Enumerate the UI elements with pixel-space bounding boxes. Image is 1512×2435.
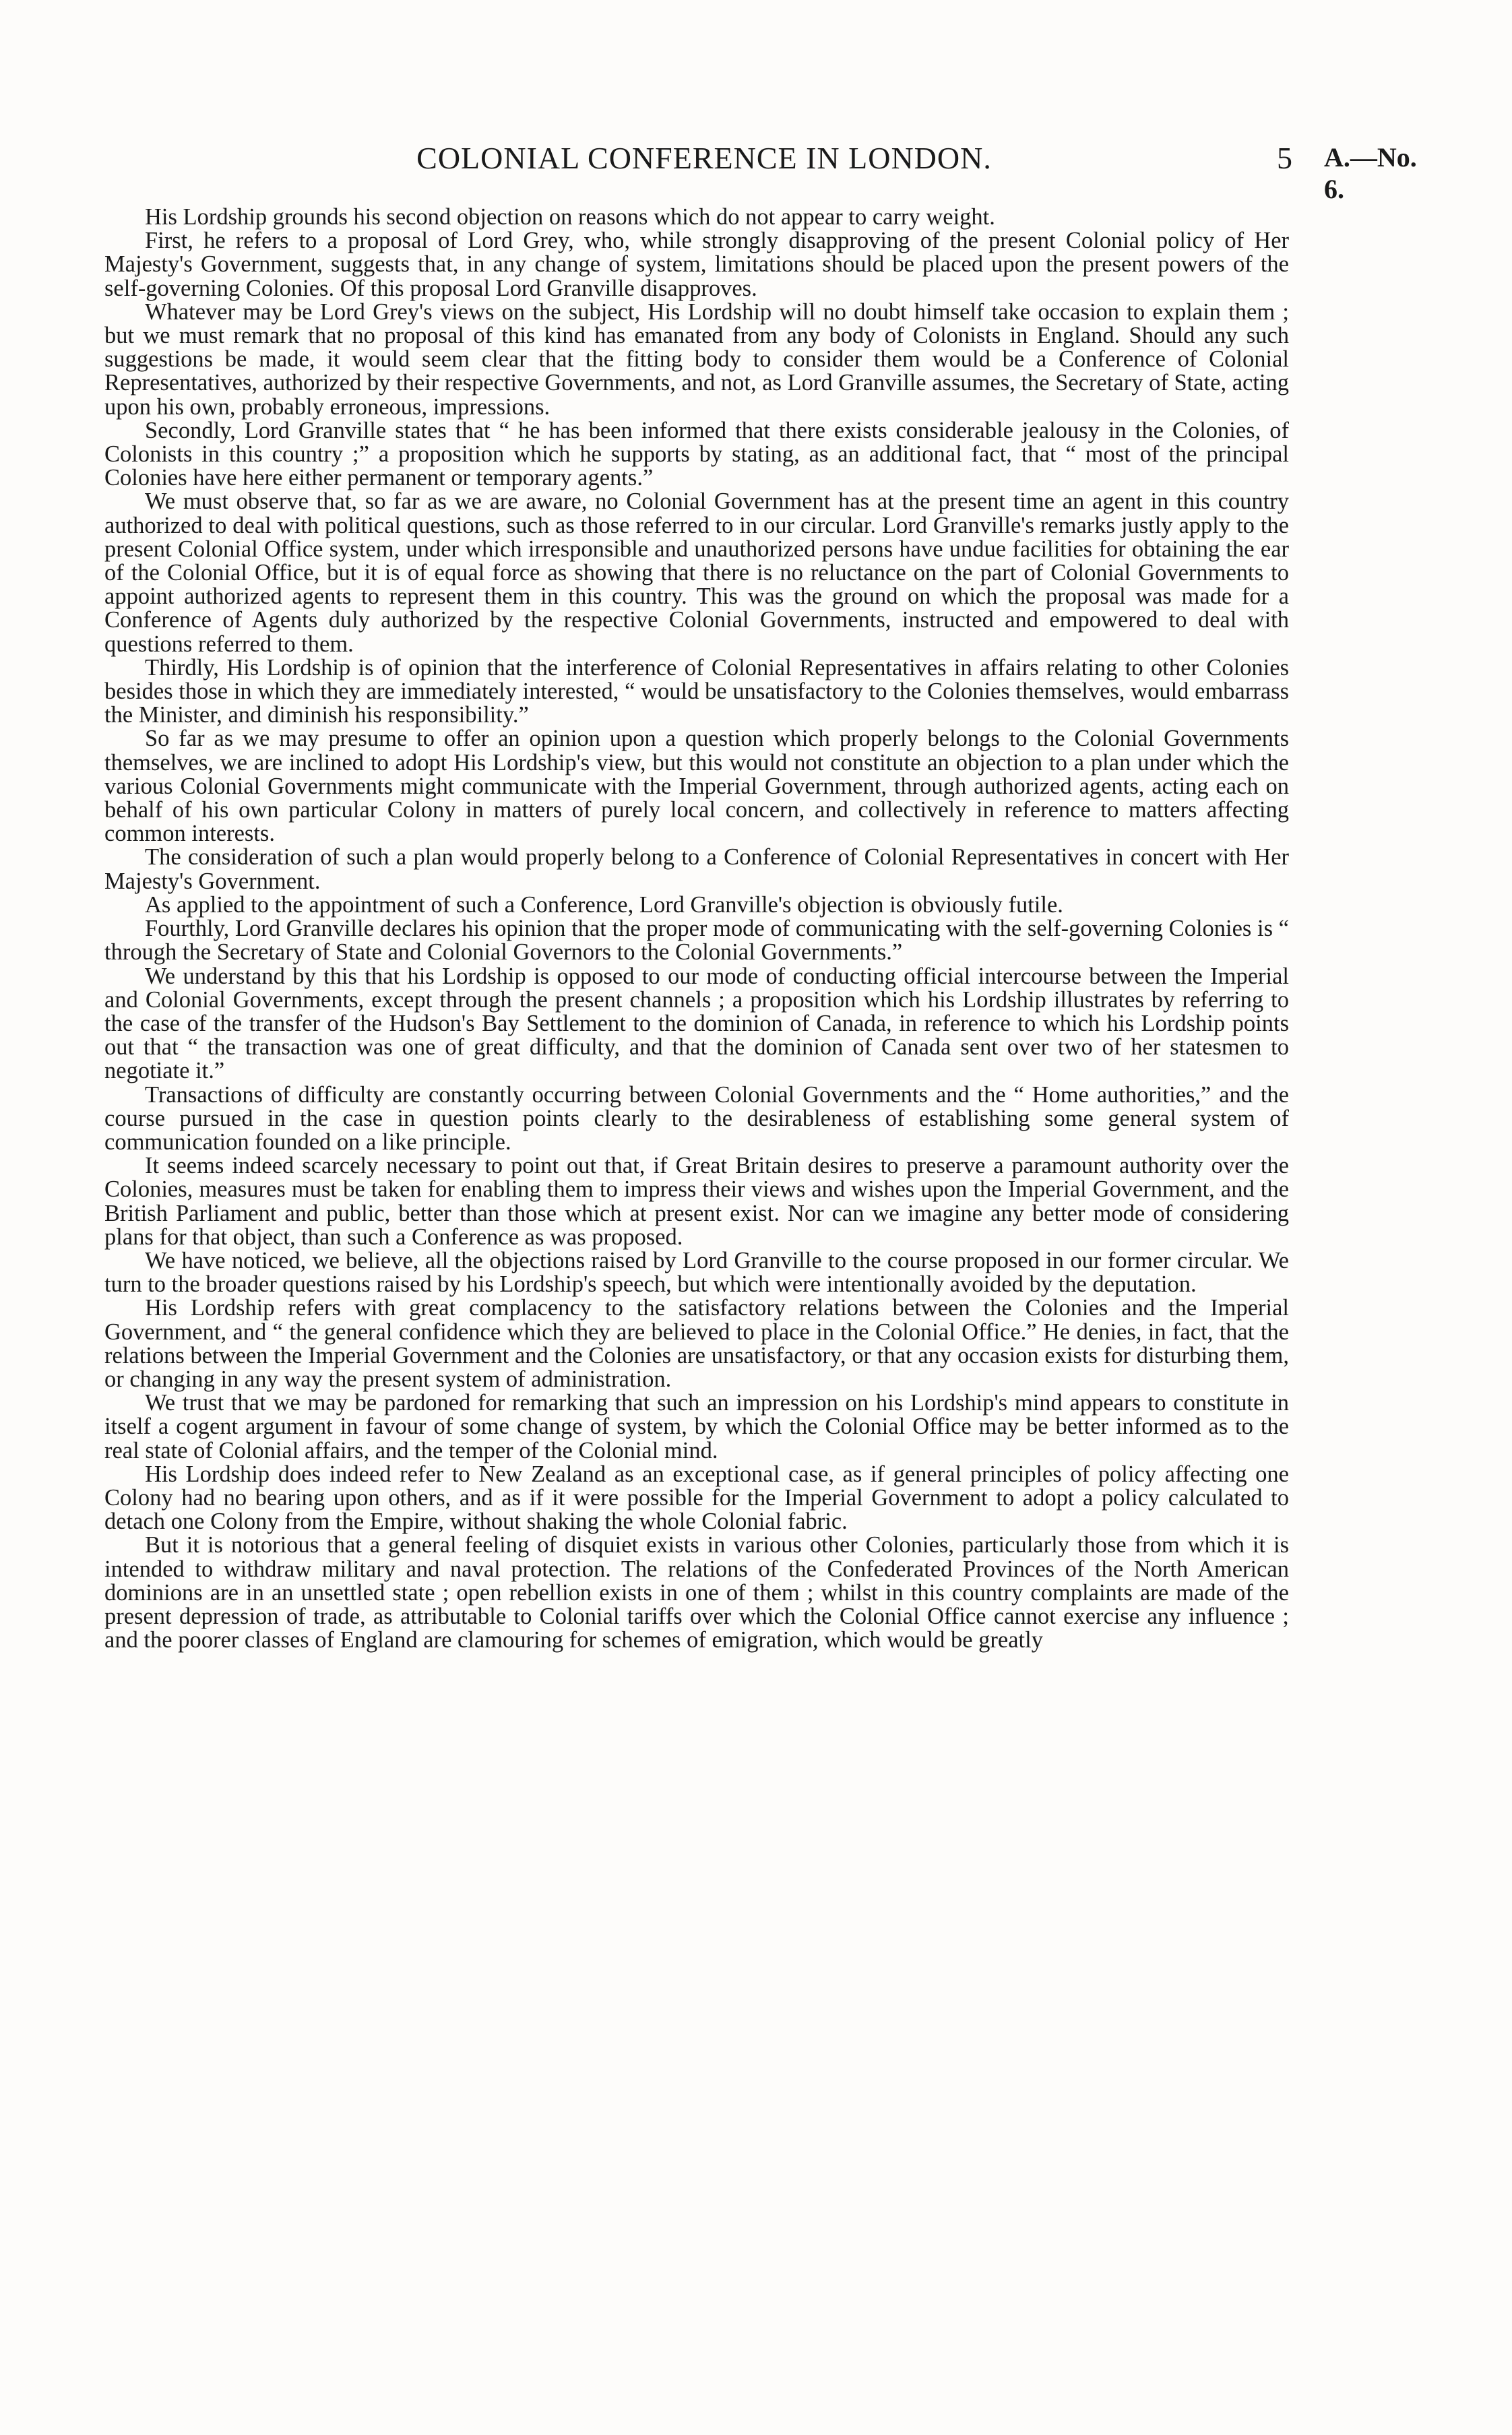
paragraph: His Lordship grounds his second objection on reasons which do not appear to carry weight. — [145, 205, 995, 230]
paragraph: Secondly, Lord Granville states that “ he has been informed that there exists considerable jealousy in the Colonies, of Colonists in this country ;” a proposition which he supports by stating, as an additional fact, that “ most of the principal Colonies have here either permanent or temporary agents.” — [104, 417, 1289, 491]
paragraph: As applied to the appointment of such a Conference, Lord Granville's objection is obviously futile. — [145, 891, 1063, 918]
paragraph: It seems indeed scarcely necessary to point out that, if Great Britain desires to preserve a paramount authority over the Colonies, measures must be taken for enabling them to impress their views and wishes upon the Imperial Government, and the British Parliament and public, better than those which at present exist. Nor can we imagine any better mode of considering plans for that object, than such a Conference as was proposed. — [104, 1153, 1289, 1250]
page-header — [104, 140, 1418, 204]
paragraph: The consideration of such a plan would properly belong to a Conference of Colonial Representatives in concert with Her Majesty's Government. — [104, 844, 1289, 894]
paragraph: Fourthly, Lord Granville declares his opinion that the proper mode of communicating with the self-governing Colonies is “ through the Secretary of State and Colonial Governors to the Colonial Governments.” — [104, 916, 1289, 966]
paragraph: Whatever may be Lord Grey's views on the subject, His Lordship will no doubt himself take occasion to explain them ; but we must remark that no proposal of this kind has emanated from any body of Colonists in England. Should any such suggestions be made, it would seem clear that the fitting body to consider them would be a Conference of Colonial Representatives, authorized by their respective Governments, and not, as Lord Granville assumes, the Secretary of State, acting upon his own, probably erroneous, impressions. — [104, 298, 1289, 420]
paragraph: His Lordship does indeed refer to New Zealand as an exceptional case, as if general principles of policy affecting one Colony had no bearing upon others, and as if it were possible for the Imperial Government to adopt a policy calculated to detach one Colony from the Empire, without shaking the whole Colonial fabric. — [104, 1461, 1289, 1535]
paragraph: So far as we may presume to offer an opinion upon a question which properly belongs to the Colonial Governments themselves, we are inclined to adopt His Lordship's view, but this would not constitute an objection to a plan under which the various Colonial Governments might communicate with the Imperial Government, through authorized agents, acting each on behalf of his own particular Colony in matters of purely local concern, and collectively in reference to matters affecting common interests. — [104, 726, 1289, 847]
paragraph: Thirdly, His Lordship is of opinion that the interference of Colonial Representatives in affairs relating to other Colonies besides those in which they are immediately interested, “ would be unsatisfactory to the Colonies themselves, would embarrass the Minister, and diminish his responsibility.” — [104, 654, 1289, 728]
paragraph: We trust that we may be pardoned for remarking that such an impression on his Lordship's mind appears to constitute in itself a cogent argument in favour of some change of system, by which the Colonial Office may be better informed as to the real state of Colonial affairs, and the temper of the Colonial mind. — [104, 1390, 1289, 1463]
paragraph: But it is notorious that a general feeling of disquiet exists in various other Colonies, particularly those from which it is intended to withdraw military and naval protection. The relations of the Confederated Provinces of the North American dominions are in an unsettled state ; open rebellion exists in one of them ; whilst in this country complaints are made of the present depression of trade, as attributable to Colonial tariffs over which the Colonial Office cannot exercise any influence ; and the poorer classes of England are clamouring for schemes of emigration, which would be greatly — [104, 1532, 1289, 1653]
paragraph: We understand by this that his Lordship is opposed to our mode of conducting official intercourse between the Imperial and Colonial Governments, except through the present channels ; a proposition which his Lordship illustrates by referring to the case of the transfer of the Hudson's Bay Settlement to the dominion of Canada, in reference to which his Lordship points out that “ the transaction was one of great difficulty, and that the dominion of Canada sent over two of her statesmen to negotiate it.” — [104, 963, 1289, 1084]
body-text — [104, 205, 1289, 2348]
paragraph: Transactions of difficulty are constantly occurring between Colonial Governments and the “ Home authorities,” and the course pursued in the case in question points clearly to the desirableness of establishing some general system of communication founded on a like principle. — [104, 1081, 1289, 1155]
paragraph: His Lordship refers with great complacency to the satisfactory relations between the Colonies and the Imperial Government, and “ the general confidence which they are believed to place in the Colonial Office.” He denies, in fact, that the relations between the Imperial Government and the Colonies are unsatisfactory, or that any occasion exists for disturbing them, or changing in any way the present system of administration. — [104, 1295, 1289, 1392]
paragraph: We have noticed, we believe, all the objections raised by Lord Granville to the course proposed in our former circular. We turn to the broader questions raised by his Lordship's speech, but which were intentionally avoided by the deputation. — [104, 1247, 1289, 1298]
paragraph: We must observe that, so far as we are aware, no Colonial Government has at the present time an agent in this country authorized to deal with political questions, such as those referred to in our circular. Lord Granville's remarks justly apply to the present Colonial Office system, under which irresponsible and unauthorized persons have undue facilities for obtaining the ear of the Colonial Office, but it is of equal force as showing that there is no reluctance on the part of Colonial Governments to appoint authorized agents to represent them in this country. This was the ground on which the proposal was made for a Conference of Agents duly authorized by the respective Colonial Governments, instructed and empowered to deal with questions referred to them. — [104, 488, 1289, 657]
running-title: COLONIAL CONFERENCE IN LONDON. — [416, 141, 992, 175]
page-number: 5 — [1277, 141, 1292, 175]
document-reference: A.—No. 6. — [1324, 142, 1417, 204]
paragraph: First, he refers to a proposal of Lord Grey, who, while strongly disapproving of the present Colonial policy of Her Majesty's Government, suggests that, in any change of system, limitations should be placed upon the present powers of the self-governing Colonies. Of this proposal Lord Granville disapproves. — [104, 228, 1289, 301]
